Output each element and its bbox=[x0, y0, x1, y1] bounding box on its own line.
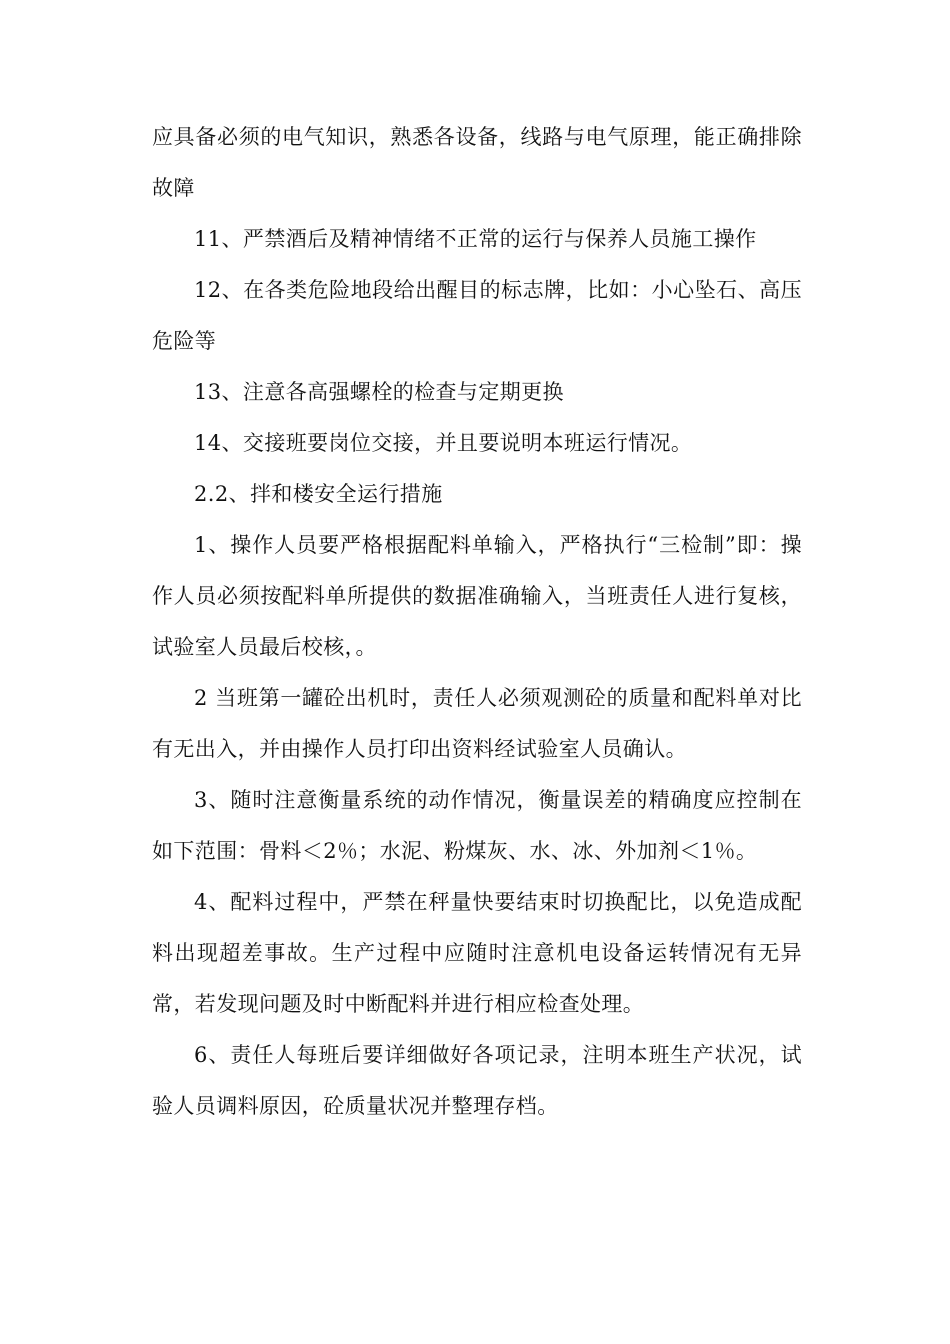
paragraph-measure-2: 2 当班第一罐砼出机时，责任人必须观测砼的质量和配料单对比有无出入，并由操作人员打印出资料经试验室人员确认。 bbox=[152, 686, 802, 761]
document-body bbox=[152, 112, 802, 1132]
paragraph-measure-6: 6、责任人每班后要详细做好各项记录，注明本班生产状况，试验人员调料原因，砼质量状况并整理存档。 bbox=[152, 1043, 802, 1118]
paragraph-measure-3: 3、随时注意衡量系统的动作情况，衡量误差的精确度应控制在如下范围：骨料＜2％；水泥、粉煤灰、水、冰、外加剂＜1％。 bbox=[152, 788, 802, 863]
paragraph-measure-4: 4、配料过程中，严禁在秤量快要结束时切换配比，以免造成配料出现超差事故。生产过程中应随时注意机电设备运转情况有无异常，若发现问题及时中断配料并进行相应检查处理。 bbox=[152, 890, 802, 1016]
paragraph-electrical-knowledge: 应具备必须的电气知识，熟悉各设备，线路与电气原理，能正确排除故障 bbox=[152, 125, 802, 200]
paragraph-item-12: 12、在各类危险地段给出醒目的标志牌，比如：小心坠石、高压危险等 bbox=[152, 278, 802, 353]
paragraph-item-14: 14、交接班要岗位交接，并且要说明本班运行情况。 bbox=[194, 431, 693, 455]
section-heading-2-2: 2.2、拌和楼安全运行措施 bbox=[194, 482, 443, 506]
paragraph-item-11: 11、严禁酒后及精神情绪不正常的运行与保养人员施工操作 bbox=[194, 227, 757, 251]
paragraph-item-13: 13、注意各高强螺栓的检查与定期更换 bbox=[194, 380, 564, 404]
paragraph-measure-1: 1、操作人员要严格根据配料单输入，严格执行“三检制”即：操作人员必须按配料单所提供的数据准确输入，当班责任人进行复核，试验室人员最后校核，。 bbox=[152, 533, 802, 659]
